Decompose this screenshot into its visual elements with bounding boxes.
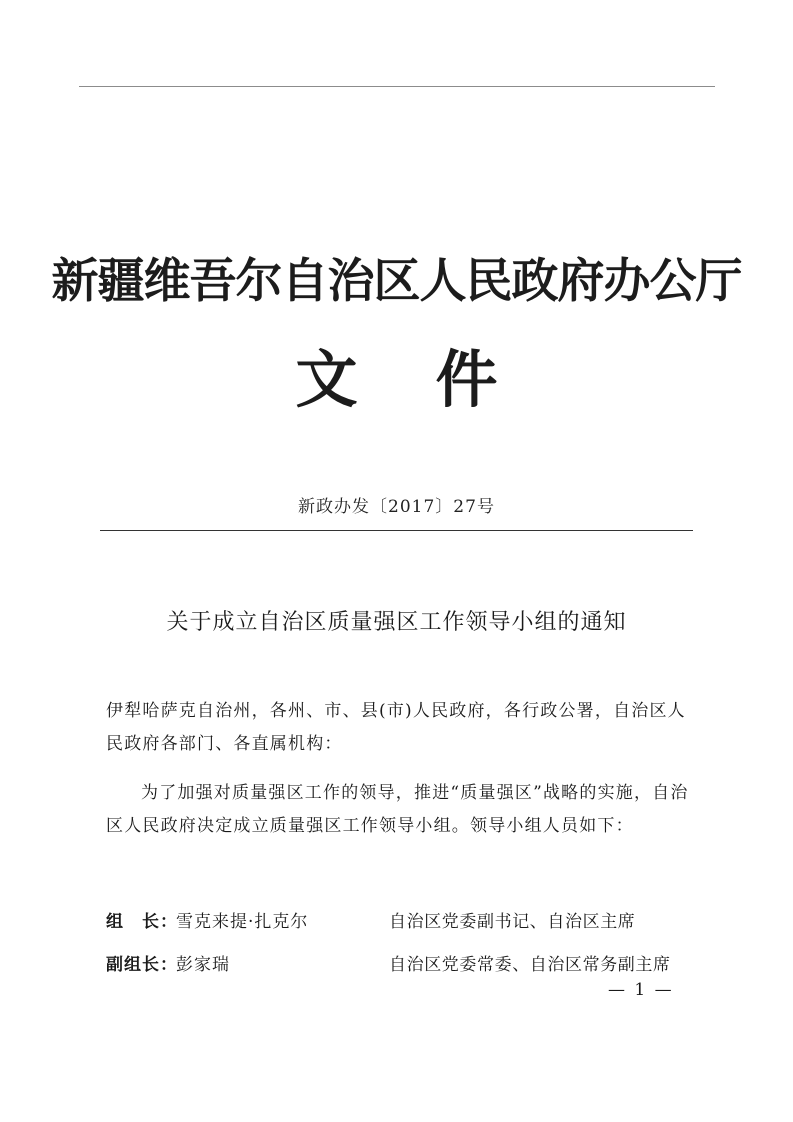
body-paragraph: 为了加强对质量强区工作的领导，推进“质量强区”战略的实施，自治区人民政府决定成立质量强区工作领导小组。领导小组人员如下： — [106, 783, 689, 836]
member-name: 彭家瑞 — [176, 955, 230, 975]
member-row-leader — [106, 907, 696, 937]
issuing-organization-title: 新疆维吾尔自治区人民政府办公厅 — [51, 254, 742, 309]
member-position: 自治区党委副书记、自治区主席 — [389, 912, 636, 932]
addressee-paragraph: 伊犁哈萨克自治州，各州、市、县(市)人民政府，各行政公署，自治区人民政府各部门、各直属机构： — [106, 701, 686, 754]
document-label: 文件 — [295, 343, 576, 416]
header-divider — [100, 530, 693, 531]
member-name: 雪克来提·扎克尔 — [176, 912, 309, 932]
header-top-rule — [79, 86, 715, 87]
document-number: 新政办发〔2017〕27号 — [298, 497, 495, 517]
member-role: 组 长： — [106, 912, 178, 932]
member-role: 副组长： — [106, 955, 178, 975]
notice-title: 关于成立自治区质量强区工作领导小组的通知 — [166, 610, 627, 635]
member-row-deputy-leader — [106, 950, 696, 980]
member-position: 自治区党委常委、自治区常务副主席 — [389, 955, 671, 975]
page-number: — 1 — — [608, 980, 674, 1000]
